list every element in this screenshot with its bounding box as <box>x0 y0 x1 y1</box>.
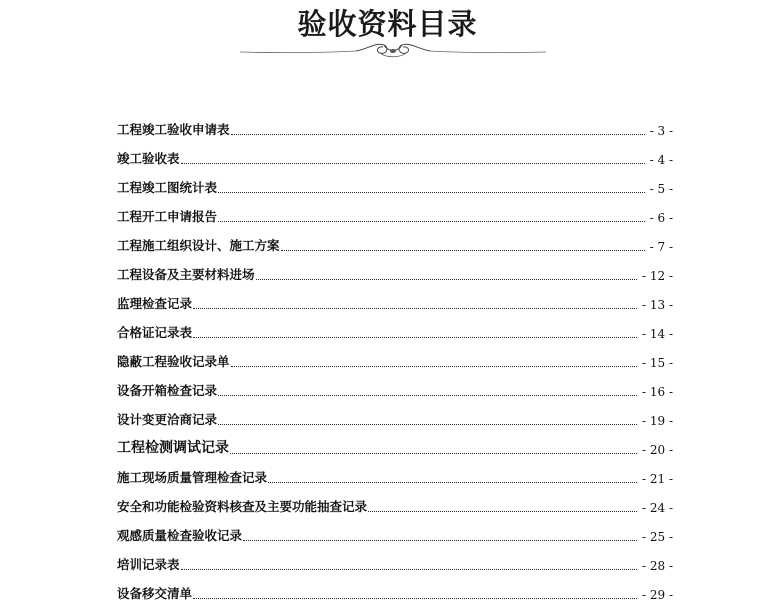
toc-page-number: - 6 - <box>649 211 673 225</box>
toc-entry[interactable] <box>117 138 673 167</box>
toc-entry[interactable] <box>117 544 673 573</box>
table-of-contents <box>117 109 673 602</box>
dot-leader <box>231 365 637 367</box>
toc-page-number: - 24 - <box>641 501 673 515</box>
dot-leader <box>181 568 637 570</box>
toc-page-number: - 5 - <box>649 182 673 196</box>
toc-page-number: - 12 - <box>641 269 673 283</box>
dot-leader <box>231 133 645 135</box>
toc-entry-title: 合格证记录表 <box>117 325 193 340</box>
toc-entry[interactable] <box>117 486 673 515</box>
toc-page-number: - 3 - <box>649 124 673 138</box>
toc-entry-title: 设备移交清单 <box>117 586 193 601</box>
dot-leader <box>218 394 637 396</box>
toc-entry[interactable] <box>117 341 673 370</box>
toc-page-number: - 15 - <box>641 356 673 370</box>
toc-entry[interactable] <box>117 283 673 312</box>
toc-entry[interactable] <box>117 399 673 428</box>
toc-page-number: - 19 - <box>641 414 673 428</box>
toc-entry[interactable] <box>117 370 673 399</box>
dot-leader <box>193 336 637 338</box>
dot-leader <box>193 307 637 309</box>
toc-entry-title: 设备开箱检查记录 <box>117 383 218 398</box>
toc-entry[interactable] <box>117 312 673 341</box>
toc-entry[interactable] <box>117 254 673 283</box>
toc-entry-title: 观感质量检查验收记录 <box>117 528 243 543</box>
dot-leader <box>218 191 645 193</box>
toc-page-number: - 13 - <box>641 298 673 312</box>
dot-leader <box>368 510 637 512</box>
toc-entry[interactable] <box>117 109 673 138</box>
toc-entry-title: 工程竣工验收申请表 <box>117 122 230 137</box>
toc-entry-title: 设计变更洽商记录 <box>117 412 218 427</box>
toc-entry-title: 培训记录表 <box>117 557 180 572</box>
toc-entry-title: 隐蔽工程验收记录单 <box>117 354 230 369</box>
toc-entry-title: 竣工验收表 <box>117 151 180 166</box>
page-title: 验收资料目录 <box>297 7 478 41</box>
toc-page-number: - 28 - <box>641 559 673 573</box>
toc-page-number: - 7 - <box>649 240 673 254</box>
toc-entry[interactable] <box>117 573 673 602</box>
dot-leader <box>181 162 645 164</box>
toc-entry-title: 工程竣工图统计表 <box>117 180 218 195</box>
dot-leader <box>268 481 637 483</box>
dot-leader <box>193 597 637 599</box>
toc-entry-title: 监理检查记录 <box>117 296 193 311</box>
toc-entry[interactable] <box>117 225 673 254</box>
toc-page-number: - 25 - <box>641 530 673 544</box>
dot-leader <box>218 220 645 222</box>
toc-entry-title: 工程开工申请报告 <box>117 209 218 224</box>
toc-page-number: - 29 - <box>641 588 673 602</box>
toc-page-number: - 20 - <box>641 443 673 457</box>
dot-leader <box>218 423 637 425</box>
dot-leader <box>230 452 637 454</box>
toc-entry-title: 工程施工组织设计、施工方案 <box>117 238 280 253</box>
toc-entry[interactable] <box>117 515 673 544</box>
toc-page-number: - 4 - <box>649 153 673 167</box>
toc-entry-title: 安全和功能检验资料核查及主要功能抽查记录 <box>117 499 368 514</box>
decorative-flourish <box>238 40 548 62</box>
toc-entry[interactable] <box>117 428 673 457</box>
toc-page-number: - 14 - <box>641 327 673 341</box>
toc-entry[interactable] <box>117 167 673 196</box>
toc-entry-title: 工程检测调试记录 <box>117 440 229 456</box>
toc-page-number: - 21 - <box>641 472 673 486</box>
toc-entry-title: 工程设备及主要材料进场 <box>117 267 255 282</box>
dot-leader <box>243 539 637 541</box>
toc-entry-title: 施工现场质量管理检查记录 <box>117 470 268 485</box>
dot-leader <box>256 278 637 280</box>
toc-page-number: - 16 - <box>641 385 673 399</box>
dot-leader <box>281 249 645 251</box>
toc-entry[interactable] <box>117 196 673 225</box>
toc-entry[interactable] <box>117 457 673 486</box>
